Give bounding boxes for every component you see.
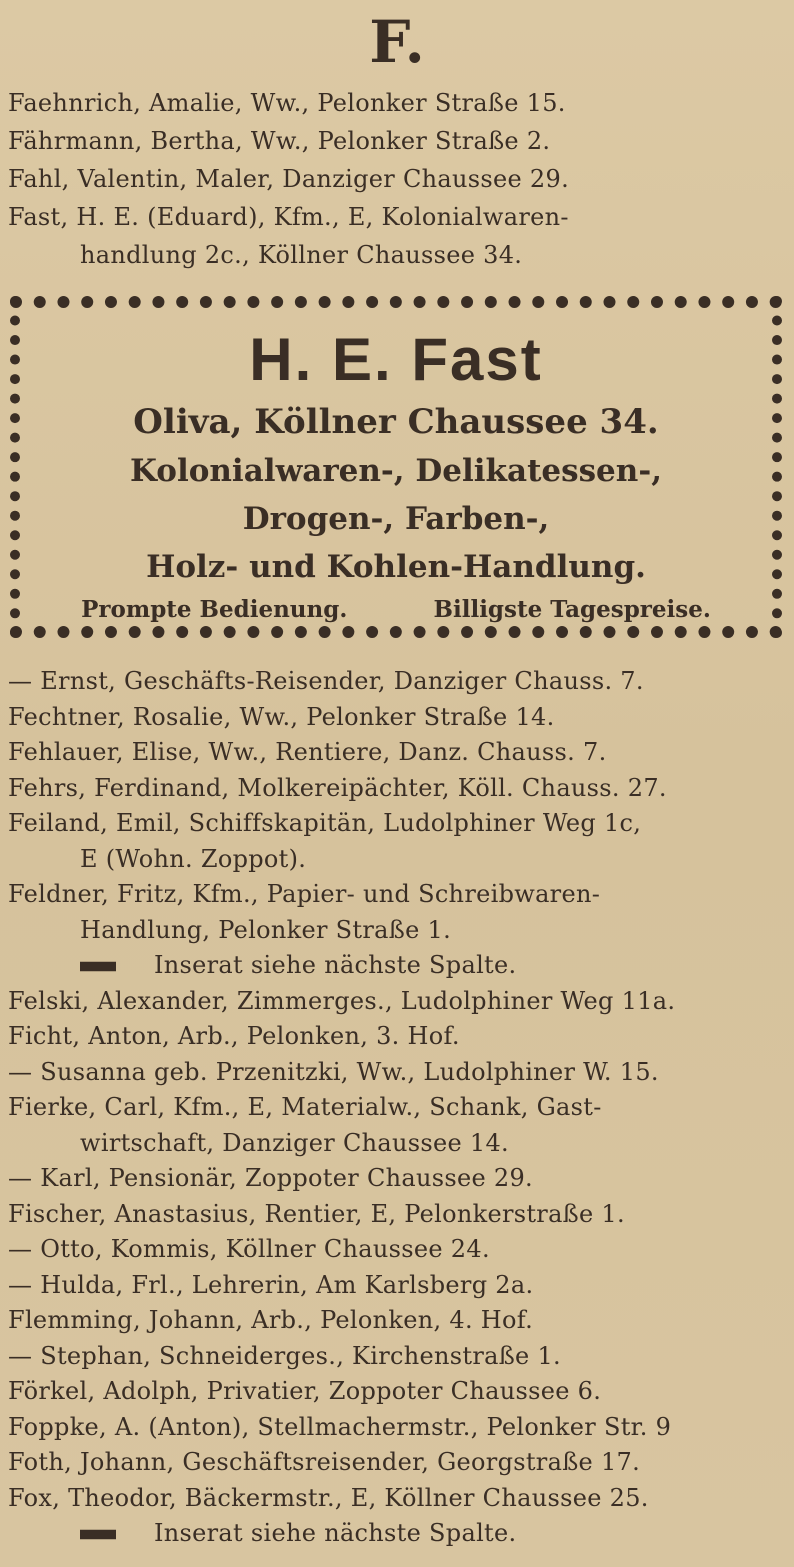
entry-text: Felski, Alexander, Zimmerges., Ludolphiner Weg 11a. bbox=[8, 986, 676, 1015]
entry-text: Foth, Johann, Geschäftsreisender, Georgstraße 17. bbox=[8, 1448, 641, 1476]
directory-entry bbox=[8, 806, 788, 840]
directory-entry bbox=[8, 1090, 788, 1124]
entry-text: Förkel, Adolph, Privatier, Zoppoter Chaussee 6. bbox=[8, 1377, 602, 1405]
entry-text: Inserat siehe nächste Spalte. bbox=[154, 951, 517, 979]
entry-text: Fierke, Carl, Kfm., E, Materialw., Schank, Gast- bbox=[8, 1093, 602, 1121]
entry-text: Ficht, Anton, Arb., Pelonken, 3. Hof. bbox=[8, 1022, 460, 1050]
directory-entry bbox=[8, 1374, 788, 1408]
directory-entry bbox=[8, 1339, 788, 1373]
directory-entry bbox=[80, 1126, 788, 1160]
entry-text: Fischer, Anastasius, Rentier, E, Pelonkerstraße 1. bbox=[8, 1199, 625, 1228]
directory-entry bbox=[8, 1232, 788, 1266]
entry-text: Feldner, Fritz, Kfm., Papier- und Schreibwaren- bbox=[8, 880, 601, 908]
entry-text: Fehrs, Ferdinand, Molkereipächter, Köll. Chauss. 27. bbox=[8, 773, 667, 802]
directory-entry bbox=[8, 1197, 788, 1231]
ad-line-1: Kolonialwaren-, Delikatessen-, bbox=[130, 453, 662, 489]
ad-slogan-left: Prompte Bedienung. bbox=[81, 596, 348, 623]
directory-entry bbox=[8, 1445, 788, 1479]
directory-entry bbox=[8, 700, 788, 734]
entry-text: Fehlauer, Elise, Ww., Rentiere, Danz. Chauss. 7. bbox=[8, 738, 607, 766]
entry-text: Fahl, Valentin, Maler, Danziger Chaussee 29. bbox=[8, 165, 570, 193]
directory-entry bbox=[8, 162, 788, 196]
entry-text: Feiland, Emil, Schiffskapitän, Ludolphiner Weg 1c, bbox=[8, 809, 642, 837]
ad-line-3: Holz- und Kohlen-Handlung. bbox=[146, 549, 646, 585]
pointing-hand-icon bbox=[80, 1527, 140, 1543]
directory-entry bbox=[8, 1303, 788, 1337]
directory-entry bbox=[8, 124, 788, 158]
directory-entry bbox=[80, 1516, 788, 1550]
directory-entry bbox=[8, 984, 788, 1018]
entry-text: — Susanna geb. Przenitzki, Ww., Ludolphiner W. 15. bbox=[8, 1057, 659, 1086]
entry-text: — Otto, Kommis, Köllner Chaussee 24. bbox=[8, 1235, 490, 1263]
directory-entry bbox=[80, 948, 788, 982]
ad-line-2: Drogen-, Farben-, bbox=[242, 501, 550, 537]
entry-text: Handlung, Pelonker Straße 1. bbox=[80, 915, 452, 944]
directory-entry bbox=[8, 664, 788, 698]
directory-entry bbox=[80, 842, 788, 876]
directory-entry bbox=[8, 86, 788, 120]
entry-text: Fox, Theodor, Bäckermstr., E, Köllner Chaussee 25. bbox=[8, 1483, 649, 1512]
directory-entry bbox=[8, 1268, 788, 1302]
directory-entry bbox=[8, 877, 788, 911]
entry-text: Fährmann, Bertha, Ww., Pelonker Straße 2. bbox=[8, 127, 551, 155]
directory-entry bbox=[8, 1019, 788, 1053]
entry-text: Fast, H. E. (Eduard), Kfm., E, Kolonialwaren- bbox=[8, 203, 569, 231]
advertisement-box bbox=[10, 296, 782, 638]
directory-entry bbox=[8, 771, 788, 805]
entry-text: wirtschaft, Danziger Chaussee 14. bbox=[80, 1128, 509, 1157]
directory-entry bbox=[80, 238, 788, 272]
entry-text: Faehnrich, Amalie, Ww., Pelonker Straße 15. bbox=[8, 89, 566, 117]
ad-company-name: H. E. Fast bbox=[249, 326, 543, 393]
entry-text: Fechtner, Rosalie, Ww., Pelonker Straße 14. bbox=[8, 702, 555, 731]
section-letter: F. bbox=[369, 8, 425, 76]
directory-entry bbox=[80, 913, 788, 947]
entry-text: — Ernst, Geschäfts-Reisender, Danziger Chauss. 7. bbox=[8, 667, 644, 695]
entry-text: handlung 2c., Köllner Chaussee 34. bbox=[80, 241, 523, 269]
entry-text: — Karl, Pensionär, Zoppoter Chaussee 29. bbox=[8, 1164, 533, 1192]
ad-slogan bbox=[20, 592, 772, 628]
entry-text: E (Wohn. Zoppot). bbox=[80, 844, 307, 873]
directory-entry bbox=[8, 1481, 788, 1515]
entry-text: Inserat siehe nächste Spalte. bbox=[154, 1519, 517, 1547]
directory-entry bbox=[8, 1410, 788, 1444]
entry-text: Flemming, Johann, Arb., Pelonken, 4. Hof. bbox=[8, 1306, 534, 1334]
directory-entry bbox=[8, 1055, 788, 1089]
ad-slogan-right: Billigste Tagespreise. bbox=[433, 596, 711, 623]
entry-text: — Stephan, Schneiderges., Kirchenstraße 1. bbox=[8, 1341, 561, 1370]
entry-text: Foppke, A. (Anton), Stellmachermstr., Pelonker Str. 9 bbox=[8, 1412, 672, 1441]
ad-address: Oliva, Köllner Chaussee 34. bbox=[133, 402, 659, 442]
directory-entry bbox=[8, 735, 788, 769]
entry-text: — Hulda, Frl., Lehrerin, Am Karlsberg 2a. bbox=[8, 1270, 534, 1299]
pointing-hand-icon bbox=[80, 959, 140, 975]
directory-entry bbox=[8, 200, 788, 234]
directory-entry bbox=[8, 1161, 788, 1195]
